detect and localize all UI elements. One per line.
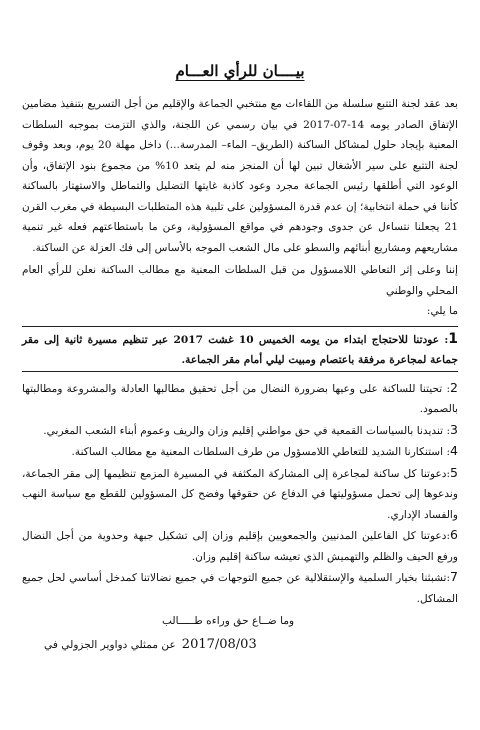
item-number: 3 bbox=[450, 421, 458, 437]
item-text: :دعوتنا كل ساكنة لمجاعرة إلى المشاركة المكثفة في المسيرة المزمع تنظيمها إلى مقر الجماعة، وندعوها إلى تحمل مسؤوليتها في الدفاع عن حقوقها وفضح كل المسؤولين للقطع مع سياسة النهب والفساد الإداري. bbox=[22, 467, 458, 521]
item-text: :دعوتنا كل الفاعلين المدنيين والجمعويين بإقليم وزان إلى تشكيل جبهة وحدوية من أجل النضال ورفع الحيف والظلم والتهميش الذي تعيشه ساكنة إقليم وزان. bbox=[22, 530, 458, 563]
signature-date: 2017/08/03 bbox=[181, 637, 257, 652]
demand-item-1 bbox=[22, 326, 458, 372]
demand-item-5 bbox=[22, 463, 458, 526]
item-number: 4 bbox=[450, 443, 458, 458]
closing-slogan: وما ضــاع حق وراءه طـــــالب bbox=[162, 615, 295, 627]
signature-line bbox=[22, 637, 458, 652]
demand-item-7 bbox=[22, 567, 458, 609]
item-number: 1 bbox=[448, 330, 458, 347]
declaration-lead-end: ما يلي: bbox=[426, 305, 458, 317]
demand-item-3 bbox=[22, 420, 458, 442]
signature-label: عن ممثلي دواوير الجزولي في bbox=[44, 639, 176, 651]
demand-item-2 bbox=[22, 378, 458, 420]
demand-item-4 bbox=[22, 441, 458, 463]
item-number: 6 bbox=[450, 527, 458, 542]
demand-item-6 bbox=[22, 525, 458, 567]
item-text: : عودتنا للاحتجاج ابتداء من يومه الخميس 10 غشت 2017 عبر تنظيم مسيرة ثانية إلى مقر جماعة لمجاعرة مرفقة باعتصام ومبيت ليلي أمام مقر الجماعة. bbox=[22, 333, 458, 366]
item-text: :تشبثنا بخيار السلمية والإستقلالية عن جميع التوجهات في جميع نضالاتنا كمدخل أساسي لحل جميع المشاكل. bbox=[22, 572, 458, 605]
item-text: : تنديدنا بالسياسات القمعية في حق مواطني إقليم وزان والريف وعموم أبناء الشعب المغربي. bbox=[43, 424, 451, 437]
item-number: 2 bbox=[450, 379, 458, 395]
declaration-lead: إننا وعلى إثر التعاطي اللامسؤول من قبل السلطات المعنية مع مطالب الساكنة نعلن للرأي العام المحلي والوطني bbox=[22, 264, 458, 297]
item-text: : تحيتنا للساكنة على وعيها بضرورة النضال من أجل تحقيق مطالبها العادلة والمشروعة ومطالبتها بالصمود. bbox=[22, 382, 458, 415]
item-number: 5 bbox=[450, 464, 458, 480]
intro-paragraph: بعد عقد لجنة التتبع سلسلة من اللقاءات مع منتخبي الجماعة والإقليم من أجل التسريع بتنفيذ مضامين الإتفاق الصادر يومه 14-07-2017 في بيان رسمي عن اللجنة، والذي التزمت بموجبه السلطات المعنية بإيجاد حلول لمشاكل الساكنة (الطريق– الماء– المدرسة...) داخل مهلة 20 يوم، وبعد وقوف لجنة التتبع على سير الأشغال تبين لها أن المنجز منه لم يتعد 10% من مجموع بنود الإتفاق، وأن الوعود التي أطلقها رئيس الجماعة مجرد وعود كاذبة غايتها التضليل والتماطل والاستهتار بالساكنة كأننا في حملة انتخابية؛ إن عدم قدرة المسؤولين على تلبية هذه المتطلبات البسيطة في مغرب القرن 21 يجعلنا نتساءل عن جدوى وجودهم في مواقع المسؤولية، وعن ما باستطاعتهم فعله غير تنمية مشاريعهم ومشاريع أبنائهم والسطو على مال الشعب الموجه بالأساس إلى فك العزلة عن الساكنة. bbox=[22, 98, 458, 254]
document-title: بيــــان للرأي العـــام bbox=[175, 62, 305, 80]
item-text: : استنكارنا الشديد للتعاطي اللامسؤول من طرف السلطات المعنية مع مطالب الساكنة. bbox=[71, 446, 451, 458]
item-number: 7 bbox=[450, 569, 458, 584]
